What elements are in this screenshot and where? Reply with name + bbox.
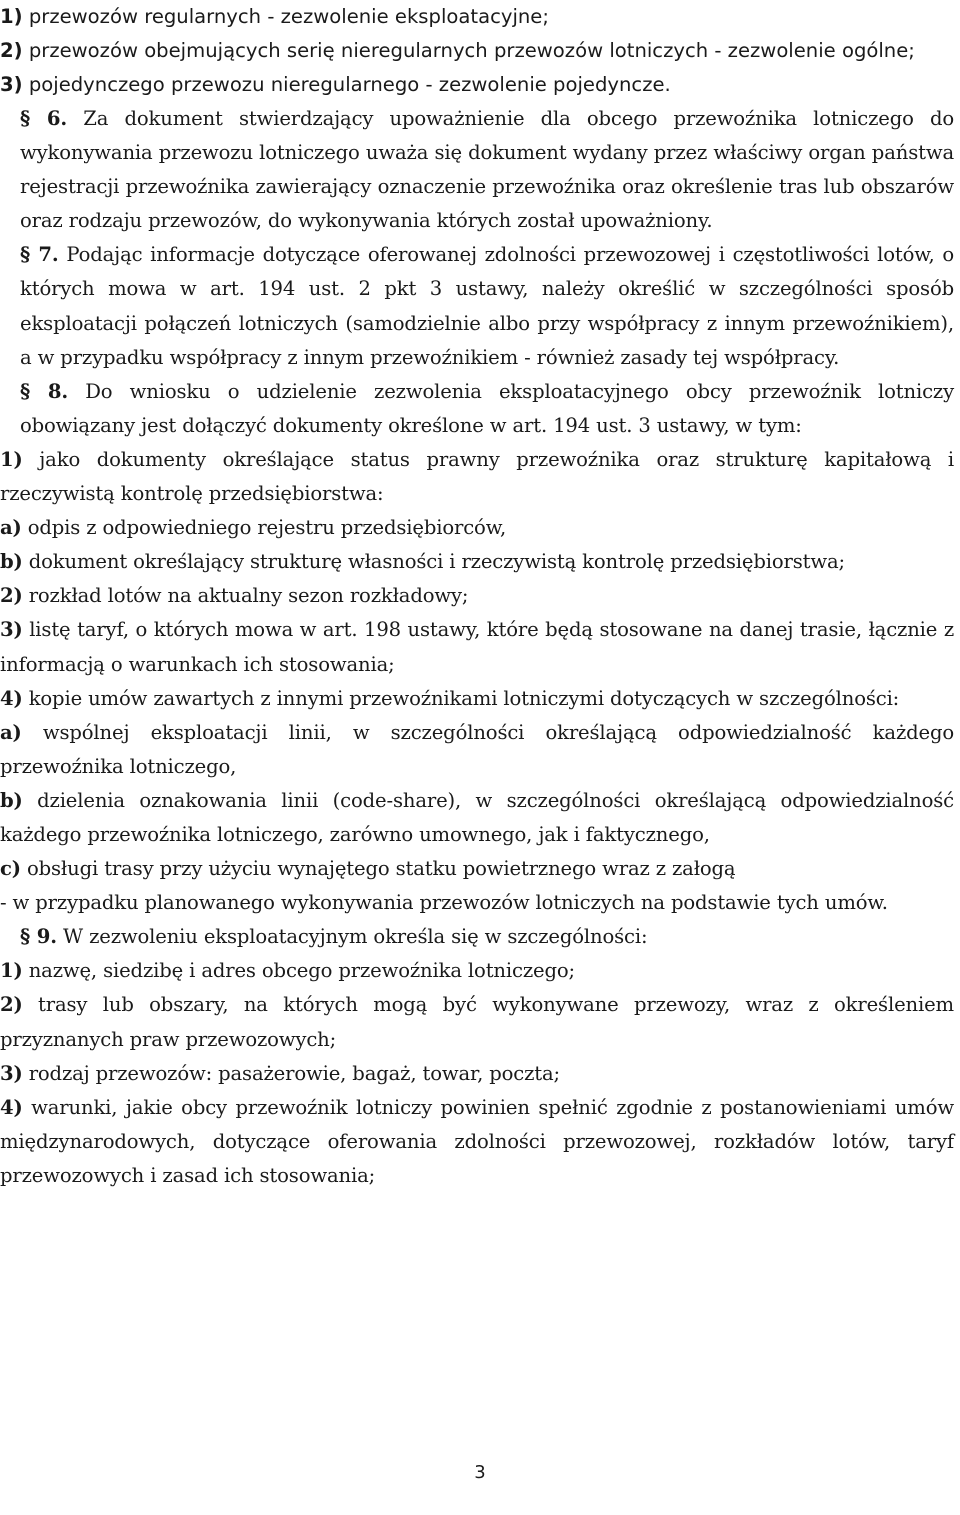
list-item: 1) jako dokumenty określające status prawny przewoźnika oraz strukturę kapitałową i rzeczywistą kontrolę przedsiębiorstwa:	[0, 447, 954, 506]
top-list	[0, 0, 954, 102]
list-item: c) obsługi trasy przy użyciu wynajętego statku powietrznego wraz z załogą	[0, 857, 736, 881]
list-item: 1) nazwę, siedzibę i adres obcego przewoźnika lotniczego;	[0, 959, 575, 983]
list-item: 3) listę taryf, o których mowa w art. 198 ustawy, które będą stosowane na danej trasie, łącznie z informacją o warunkach ich stosowania;	[0, 618, 954, 676]
page-number: 3	[474, 1462, 486, 1483]
list-item: a) odpis z odpowiedniego rejestru przedsiębiorców,	[0, 516, 507, 540]
list-item: 2) trasy lub obszary, na których mogą być wykonywane przewozy, wraz z określeniem przyznanych praw przewozowych;	[0, 993, 954, 1051]
list-item: b) dokument określający strukturę własności i rzeczywistą kontrolę przedsiębiorstwa;	[0, 550, 845, 574]
list-item: a) wspólnej eksploatacji linii, w szczególności określającą odpowiedzialność każdego przewoźnika lotniczego,	[0, 720, 954, 778]
section-9: § 9. W zezwoleniu eksploatacyjnym określa się w szczególności:	[20, 925, 648, 949]
list-item: 2) przewozów obejmujących serię nieregularnych przewozów lotniczych - zezwolenie ogólne;	[0, 39, 915, 62]
list-item: 2) rozkład lotów na aktualny sezon rozkładowy;	[0, 584, 469, 608]
list-item: b) dzielenia oznakowania linii (code-share), w szczególności określającą odpowiedzialność każdego przewoźnika lotniczego, zarówno umownego, jak i faktycznego,	[0, 788, 954, 846]
list-item: 3) rodzaj przewozów: pasażerowie, bagaż, towar, poczta;	[0, 1061, 560, 1085]
list-item: - w przypadku planowanego wykonywania przewozów lotniczych na podstawie tych umów.	[0, 891, 888, 915]
list-item: 4) kopie umów zawartych z innymi przewoźnikami lotniczymi dotyczących w szczególności:	[0, 686, 900, 710]
document-body	[0, 102, 954, 1193]
list-item: 1) przewozów regularnych - zezwolenie eksploatacyjne;	[0, 5, 549, 28]
list-item: 4) warunki, jakie obcy przewoźnik lotniczy powinien spełnić zgodnie z postanowieniami umów międzynarodowych, dotyczące oferowania zdolności przewozowej, rozkładów lotów, taryf przewozowych i zasad ich stosowania;	[0, 1095, 954, 1187]
section-6: § 6. Za dokument stwierdzający upoważnienie dla obcego przewoźnika lotniczego do wykonywania przewozu lotniczego uważa się dokument wydany przez właściwy organ państwa rejestracji przewoźnika zawierający oznaczenie przewoźnika oraz określenie tras lub obszarów oraz rodzaju przewozów, do wykonywania których został upoważniony.	[20, 107, 954, 233]
list-item: 3) pojedynczego przewozu nieregularnego - zezwolenie pojedyncze.	[0, 73, 671, 96]
section-8: § 8. Do wniosku o udzielenie zezwolenia eksploatacyjnego obcy przewoźnik lotniczy obowiązany jest dołączyć dokumenty określone w art. 194 ust. 3 ustawy, w tym:	[20, 379, 954, 437]
section-7: § 7. Podając informacje dotyczące oferowanej zdolności przewozowej i częstotliwości lotów, o których mowa w art. 194 ust. 2 pkt 3 ustawy, należy określić w szczególności sposób eksploatacji połączeń lotniczych (samodzielnie albo przy współpracy z innym przewoźnikiem), a w przypadku współpracy z innym przewoźnikiem - również zasady tej współpracy.	[20, 243, 954, 369]
